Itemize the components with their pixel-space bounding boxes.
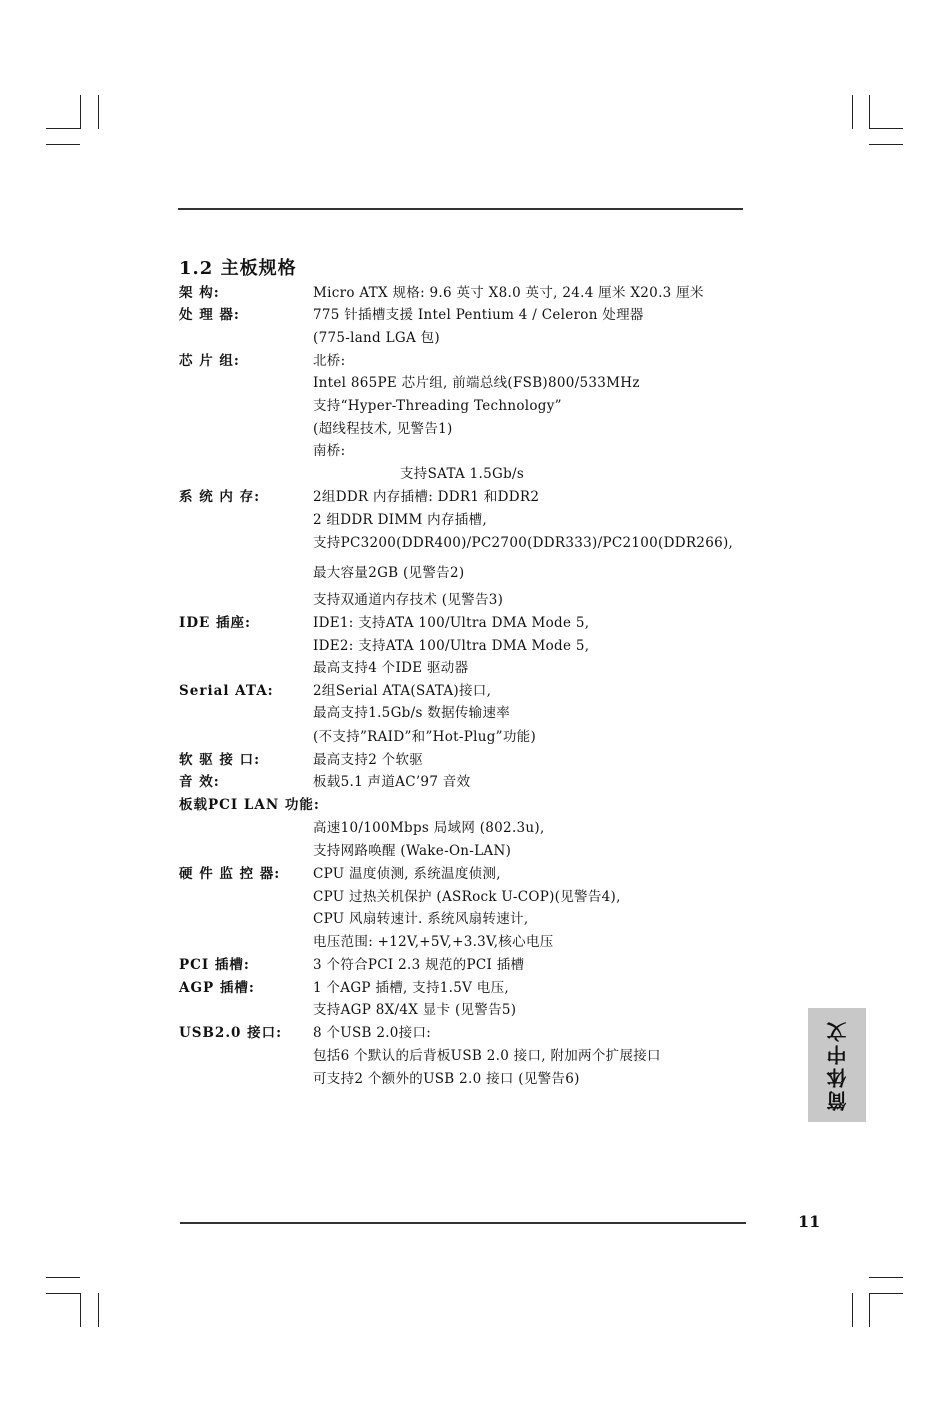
spec-row [0, 931, 950, 953]
crop-mark [869, 95, 870, 129]
spec-label: AGP 插槽: [179, 980, 255, 996]
spec-row [0, 680, 950, 702]
crop-mark [869, 1293, 870, 1327]
spec-row [0, 350, 950, 372]
spec-row [0, 840, 950, 862]
footer-rule [180, 1222, 746, 1224]
spec-value: (不支持”RAID”和”Hot-Plug”功能) [313, 729, 537, 745]
crop-mark [80, 1293, 81, 1327]
spec-row [0, 440, 950, 462]
crop-mark [46, 128, 80, 129]
spec-row [0, 886, 950, 908]
spec-row [0, 863, 950, 885]
spec-value: 775 针插槽支援 Intel Pentium 4 / Celeron 处理器 [313, 307, 644, 323]
spec-row [0, 954, 950, 976]
page-number: 11 [798, 1212, 821, 1231]
spec-value: 最高支持1.5Gb/s 数据传输速率 [313, 705, 511, 721]
crop-mark [869, 1277, 903, 1278]
spec-value: 可支持2 个额外的USB 2.0 接口 (见警告6) [313, 1071, 580, 1087]
spec-row [0, 372, 950, 394]
spec-value: 1 个AGP 插槽, 支持1.5V 电压, [313, 980, 509, 996]
spec-value: 支持“Hyper-Threading Technology” [313, 398, 562, 414]
spec-row [0, 418, 950, 440]
spec-row [0, 657, 950, 679]
spec-row [0, 327, 950, 349]
crop-mark [46, 144, 80, 145]
spec-value: 电压范围: +12V,+5V,+3.3V,核心电压 [313, 934, 554, 950]
spec-row [0, 908, 950, 930]
spec-value: CPU 风扇转速计. 系统风扇转速计, [313, 911, 529, 927]
spec-value: 高速10/100Mbps 局域网 (802.3u), [313, 820, 545, 836]
spec-value: 南桥: [313, 443, 346, 459]
spec-row [0, 794, 950, 816]
spec-row [0, 532, 950, 554]
crop-mark [869, 144, 903, 145]
crop-mark [98, 1293, 99, 1327]
spec-value: 支持PC3200(DDR400)/PC2700(DDR333)/PC2100(DDR266), [313, 535, 734, 551]
spec-row [0, 612, 950, 634]
language-tab [808, 1008, 866, 1122]
spec-value: 最高支持4 个IDE 驱动器 [313, 660, 469, 676]
spec-label: 处 理 器: [179, 307, 240, 323]
spec-value: 8 个USB 2.0接口: [313, 1025, 432, 1041]
spec-row [0, 395, 950, 417]
crop-mark [852, 1293, 853, 1327]
spec-value: IDE2: 支持ATA 100/Ultra DMA Mode 5, [313, 638, 590, 654]
language-tab-label: 简体中文 [825, 1019, 850, 1111]
spec-label: 架 构: [179, 285, 220, 301]
spec-row [0, 977, 950, 999]
spec-value: 支持AGP 8X/4X 显卡 (见警告5) [313, 1002, 517, 1018]
spec-row [0, 749, 950, 771]
spec-value: 最大容量2GB (见警告2) [313, 565, 465, 581]
crop-mark [98, 95, 99, 129]
spec-value: 支持网路唤醒 (Wake-On-LAN) [313, 843, 512, 859]
spec-label: 系 统 内 存: [179, 489, 261, 505]
spec-label: IDE 插座: [179, 615, 251, 631]
spec-row [0, 509, 950, 531]
header-rule [178, 208, 743, 210]
spec-row [0, 817, 950, 839]
spec-row [0, 702, 950, 724]
spec-value: 2组DDR 内存插槽: DDR1 和DDR2 [313, 489, 540, 505]
crop-mark [80, 95, 81, 129]
spec-label: USB2.0 接口: [179, 1025, 283, 1041]
spec-row [0, 589, 950, 611]
spec-value: 支持SATA 1.5Gb/s [400, 466, 525, 482]
spec-row [0, 282, 950, 304]
spec-value: 北桥: [313, 353, 346, 369]
spec-value: CPU 温度侦测, 系统温度侦测, [313, 866, 501, 882]
spec-value: (超线程技术, 见警告1) [313, 421, 453, 437]
spec-label: 软 驱 接 口: [179, 752, 261, 768]
crop-mark [852, 95, 853, 129]
spec-value: 支持双通道内存技术 (见警告3) [313, 592, 504, 608]
spec-value: 3 个符合PCI 2.3 规范的PCI 插槽 [313, 957, 525, 973]
spec-value: 包括6 个默认的后背板USB 2.0 接口, 附加两个扩展接口 [313, 1048, 661, 1064]
crop-mark [869, 1293, 903, 1294]
spec-value: CPU 过热关机保护 (ASRock U-COP)(见警告4), [313, 889, 621, 905]
spec-value: (775-land LGA 包) [313, 330, 440, 346]
spec-value: Intel 865PE 芯片组, 前端总线(FSB)800/533MHz [313, 375, 640, 391]
spec-row [0, 635, 950, 657]
spec-value: IDE1: 支持ATA 100/Ultra DMA Mode 5, [313, 615, 590, 631]
spec-row [0, 463, 950, 485]
spec-row [0, 771, 950, 793]
section-title: 1.2 主板规格 [179, 258, 297, 279]
spec-value: Micro ATX 规格: 9.6 英寸 X8.0 英寸, 24.4 厘米 X20.3 厘米 [313, 285, 704, 301]
spec-label: 芯 片 组: [179, 353, 240, 369]
crop-mark [869, 128, 903, 129]
spec-row [0, 486, 950, 508]
spec-value: 2 组DDR DIMM 内存插槽, [313, 512, 487, 528]
spec-value: 最高支持2 个软驱 [313, 752, 424, 768]
spec-label: PCI 插槽: [179, 957, 250, 973]
crop-mark [46, 1293, 80, 1294]
spec-value: 板载5.1 声道AC’97 音效 [313, 774, 471, 790]
spec-row [0, 304, 950, 326]
spec-row [0, 726, 950, 748]
crop-mark [46, 1277, 80, 1278]
spec-label: 硬 件 监 控 器: [179, 866, 281, 882]
spec-label: 板载PCI LAN 功能: [179, 797, 320, 813]
spec-row [0, 562, 950, 584]
spec-label: 音 效: [179, 774, 220, 790]
spec-value: 2组Serial ATA(SATA)接口, [313, 683, 492, 699]
spec-label: Serial ATA: [179, 683, 274, 699]
